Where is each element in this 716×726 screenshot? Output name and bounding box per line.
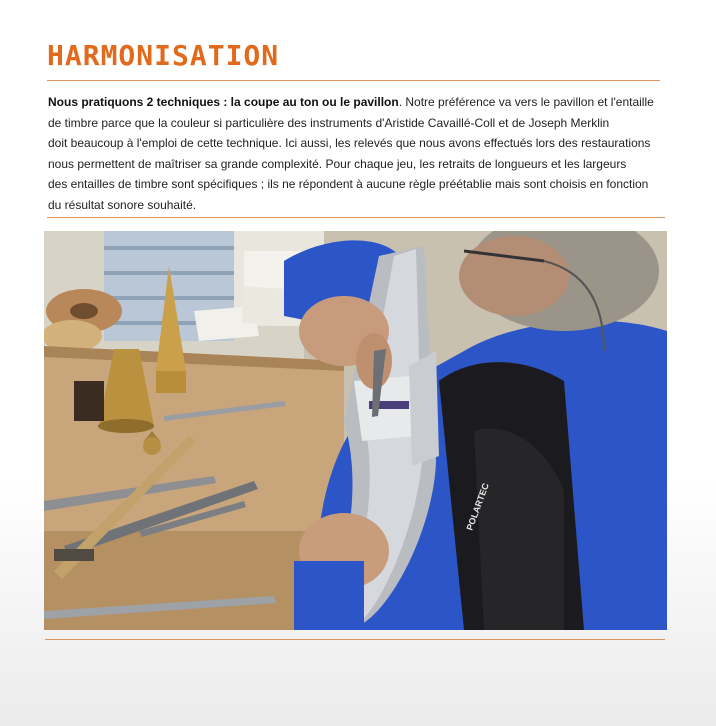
workshop-photo-illustration xyxy=(44,231,667,630)
photo-divider xyxy=(45,639,665,640)
title-divider xyxy=(47,80,660,81)
intro-line-6: du résultat sonore souhaité. xyxy=(48,197,197,212)
intro-line-5: des entailles de timbre sont spécifiques ; ils ne répondent à aucune règle préétablie mais sont choisis en fonction xyxy=(48,177,649,191)
intro-lead: Nous pratiquons 2 techniques : la coupe au ton ou le pavillon xyxy=(48,95,399,109)
workshop-photo xyxy=(44,231,667,630)
intro-line-3: doit beaucoup à l'emploi de cette technique. Ici aussi, les relevés que nous avons effectués lors des restaurations xyxy=(48,136,651,150)
shirt-label: POLARTEC xyxy=(464,481,491,532)
intro-line-1: . Notre préférence va vers le pavillon et l'entaille xyxy=(398,95,654,109)
intro-paragraph xyxy=(48,92,673,215)
page-title: HARMONISATION xyxy=(47,39,280,72)
intro-line-4: nous permettent de maîtriser sa grande complexité. Pour chaque jeu, les retraits de longueurs et les largeurs xyxy=(48,156,627,171)
text-divider xyxy=(47,217,665,218)
intro-line-2: de timbre parce que la couleur si particulière des instruments d'Aristide Cavaillé-Coll et de Joseph Merklin xyxy=(48,115,610,130)
